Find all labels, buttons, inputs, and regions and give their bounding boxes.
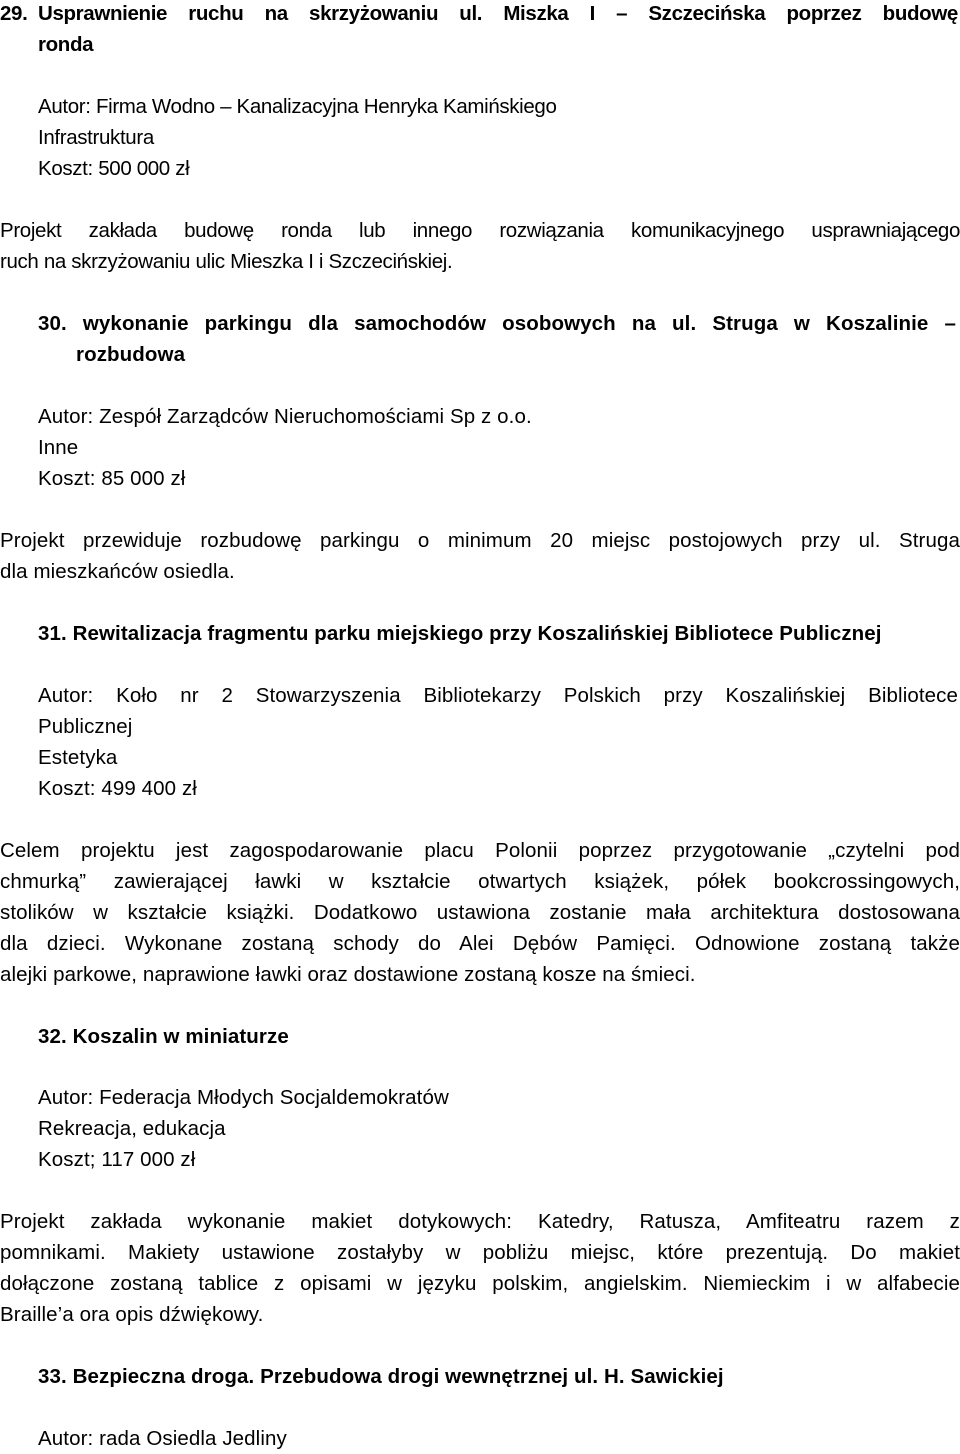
project-31-cost: Koszt: 499 400 zł (38, 777, 197, 800)
project-32-description-line4: Braille’a ora opis dźwiękowy. (0, 1303, 264, 1326)
project-30-number: 30. (38, 312, 67, 335)
project-33-title (38, 1361, 724, 1392)
project-29-cost: Koszt: 500 000 zł (38, 157, 190, 180)
project-32-category: Rekreacja, edukacja (38, 1117, 226, 1140)
project-32-author: Autor: Federacja Młodych Socjaldemokratów (38, 1086, 449, 1109)
project-32-description-line2: pomnikami. Makiety ustawione zostałyby w pobliżu miejsc, które prezentują. Do makiet (0, 1241, 960, 1264)
project-29-title-line1: Usprawnienie ruchu na skrzyżowaniu ul. Miszka I – Szczecińska poprzez budowę (38, 2, 958, 25)
project-32-title (38, 1021, 289, 1052)
project-30-title (38, 308, 956, 339)
project-30-author: Autor: Zespół Zarządców Nieruchomościami Sp z o.o. (38, 405, 532, 428)
project-32-title-line1: Koszalin w miniaturze (72, 1025, 289, 1048)
project-30-description-line1: Projekt przewiduje rozbudowę parkingu o minimum 20 miejsc postojowych przy ul. Struga (0, 529, 960, 552)
project-31-title (38, 618, 882, 649)
project-31-description-line3: stolików w kształcie książki. Dodatkowo ustawiona zostanie mała architektura dostosowana (0, 901, 960, 924)
project-29-category: Infrastruktura (38, 126, 154, 149)
project-33-author: Autor: rada Osiedla Jedliny (38, 1427, 287, 1450)
project-29-author: Autor: Firma Wodno – Kanalizacyjna Henryka Kamińskiego (38, 95, 557, 118)
project-29-description-line1: Projekt zakłada budowę ronda lub innego rozwiązania komunikacyjnego usprawniającego (0, 219, 960, 242)
project-29-number: 29. (0, 2, 28, 25)
project-32-description-line3: dołączone zostaną tablice z opisami w języku polskim, angielskim. Niemieckim i w alfabecie (0, 1272, 960, 1295)
project-31-title-line1: Rewitalizacja fragmentu parku miejskiego przy Koszalińskiej Bibliotece Publicznej (72, 622, 882, 645)
project-29-title-line2: ronda (38, 33, 94, 56)
project-31-description-line1: Celem projektu jest zagospodarowanie placu Polonii poprzez przygotowanie „czytelni pod (0, 839, 960, 862)
project-31-author-line2: Publicznej (38, 715, 133, 738)
project-30-cost: Koszt: 85 000 zł (38, 467, 186, 490)
project-30-title-line1: wykonanie parkingu dla samochodów osobowych na ul. Struga w Koszalinie – (82, 312, 956, 335)
project-31-number: 31. (38, 622, 67, 645)
project-30-title-line2: rozbudowa (76, 343, 186, 366)
project-29-description-line2: ruch na skrzyżowaniu ulic Mieszka I i Szczecińskiej. (0, 250, 453, 273)
project-32-number: 32. (38, 1025, 67, 1048)
project-33-title-line1: Bezpieczna droga. Przebudowa drogi wewnętrznej ul. H. Sawickiej (72, 1365, 724, 1388)
project-31-description-line5: alejki parkowe, naprawione ławki oraz dostawione zostaną kosze na śmieci. (0, 963, 696, 986)
project-33-number: 33. (38, 1365, 67, 1388)
project-32-cost: Koszt; 117 000 zł (38, 1148, 196, 1171)
project-31-description-line2: chmurką” zawierającej ławki w kształcie otwartych książek, półek bookcrossingowych, (0, 870, 960, 893)
project-32-description-line1: Projekt zakłada wykonanie makiet dotykowych: Katedry, Ratusza, Amfiteatru razem z (0, 1210, 960, 1233)
project-29-title (0, 0, 958, 29)
project-30-description-line2: dla mieszkańców osiedla. (0, 560, 235, 583)
project-30-category: Inne (38, 436, 79, 459)
project-31-category: Estetyka (38, 746, 118, 769)
project-31-description-line4: dla dzieci. Wykonane zostaną schody do Alei Dębów Pamięci. Odnowione zostaną także (0, 932, 960, 955)
project-31-author-line1: Autor: Koło nr 2 Stowarzyszenia Bibliotekarzy Polskich przy Koszalińskiej Bibliotece (38, 684, 958, 707)
